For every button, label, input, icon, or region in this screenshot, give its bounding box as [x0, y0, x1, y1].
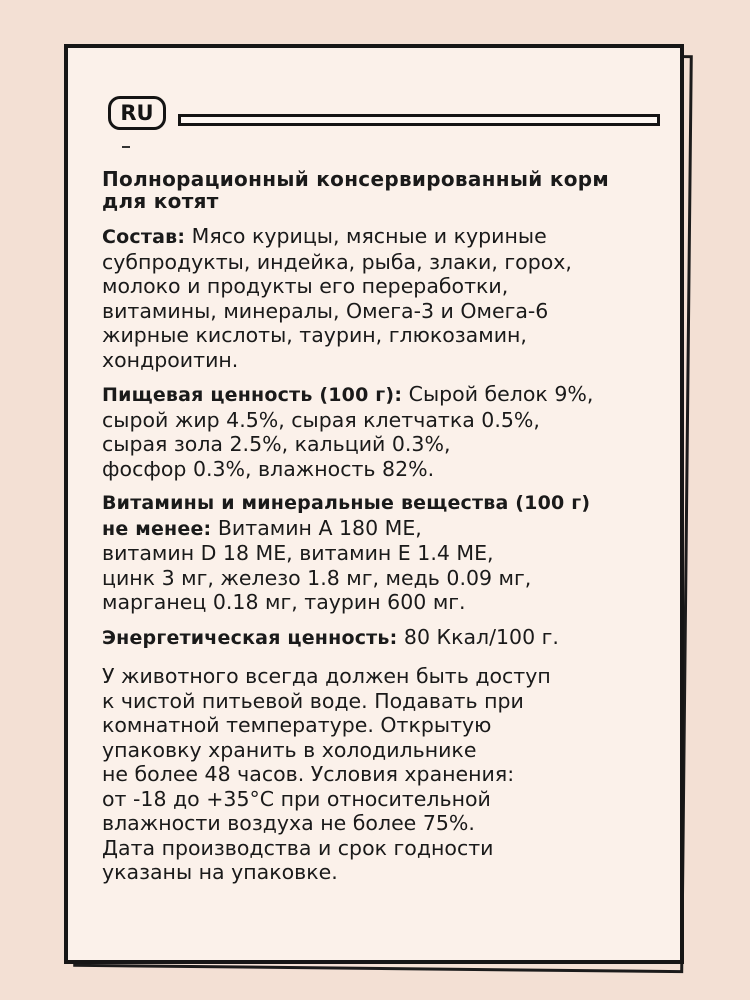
composition-line: молоко и продукты его переработки,	[102, 274, 509, 298]
vitamins-text: Витамин А 180 МЕ,	[211, 515, 422, 540]
composition-line	[102, 224, 692, 250]
energy-label: Энергетическая ценность:	[102, 626, 398, 649]
nutrition-section	[102, 382, 692, 481]
nutrition-line	[102, 382, 692, 408]
vitamins-line: витамин D 18 МЕ, витамин Е 1.4 МЕ,	[102, 541, 494, 565]
storage-line: упаковку хранить в холодильнике	[102, 737, 477, 762]
storage-line: влажности воздуха не более 75%.	[102, 811, 475, 835]
product-title-line: для котят	[102, 189, 219, 213]
composition-section	[102, 224, 692, 372]
nutrition-label: Пищевая ценность (100 г):	[102, 384, 403, 406]
nutrition-line: сырой жир 4.5%, сырая клетчатка 0.5%,	[102, 407, 540, 432]
storage-line: к чистой питьевой воде. Подавать при	[102, 688, 524, 713]
label-card	[64, 44, 684, 964]
vitamins-section	[102, 491, 692, 615]
vitamins-line: цинк 3 мг, железо 1.8 мг, медь 0.09 мг,	[102, 565, 532, 590]
vitamins-label: Витамины и минеральные вещества (100 г)	[102, 492, 591, 514]
storage-line: У животного всегда должен быть доступ	[102, 664, 551, 688]
label-content	[102, 168, 692, 895]
language-header	[108, 96, 668, 136]
energy-line	[102, 625, 692, 651]
composition-line: субпродукты, индейка, рыба, злаки, горох,	[102, 249, 572, 274]
small-dash	[122, 146, 130, 148]
product-title	[102, 168, 692, 212]
nutrition-line: сырая зола 2.5%, кальций 0.3%,	[102, 432, 451, 456]
composition-line: жирные кислоты, таурин, глюкозамин,	[102, 323, 527, 347]
energy-section	[102, 625, 692, 651]
storage-line: комнатной температуре. Открытую	[102, 713, 492, 737]
vitamins-label-min: не менее:	[102, 517, 212, 540]
vitamins-line: марганец 0.18 мг, таурин 600 мг.	[102, 590, 466, 614]
nutrition-text: Сырой белок 9%,	[402, 382, 594, 406]
composition-line: витамины, минералы, Омега-3 и Омега-6	[102, 298, 549, 323]
energy-value: 80 Ккал/100 г.	[397, 624, 559, 649]
storage-section	[102, 664, 692, 885]
storage-line: не более 48 часов. Условия хранения:	[102, 762, 515, 786]
storage-line: Дата производства и срок годности	[102, 835, 494, 860]
nutrition-line: фосфор 0.3%, влажность 82%.	[102, 456, 435, 481]
composition-text: Мясо курицы, мясные и куриные	[185, 224, 547, 248]
storage-line: от -18 до +35°С при относительной	[102, 786, 491, 811]
vitamins-line	[102, 516, 692, 542]
language-rule-bar	[178, 114, 660, 126]
composition-label: Состав:	[102, 226, 186, 248]
language-badge: RU	[108, 96, 166, 130]
composition-line: хондроитин.	[102, 347, 239, 372]
storage-line: указаны на упаковке.	[102, 860, 338, 884]
product-title-line: Полнорационный консервированный корм	[102, 167, 610, 191]
